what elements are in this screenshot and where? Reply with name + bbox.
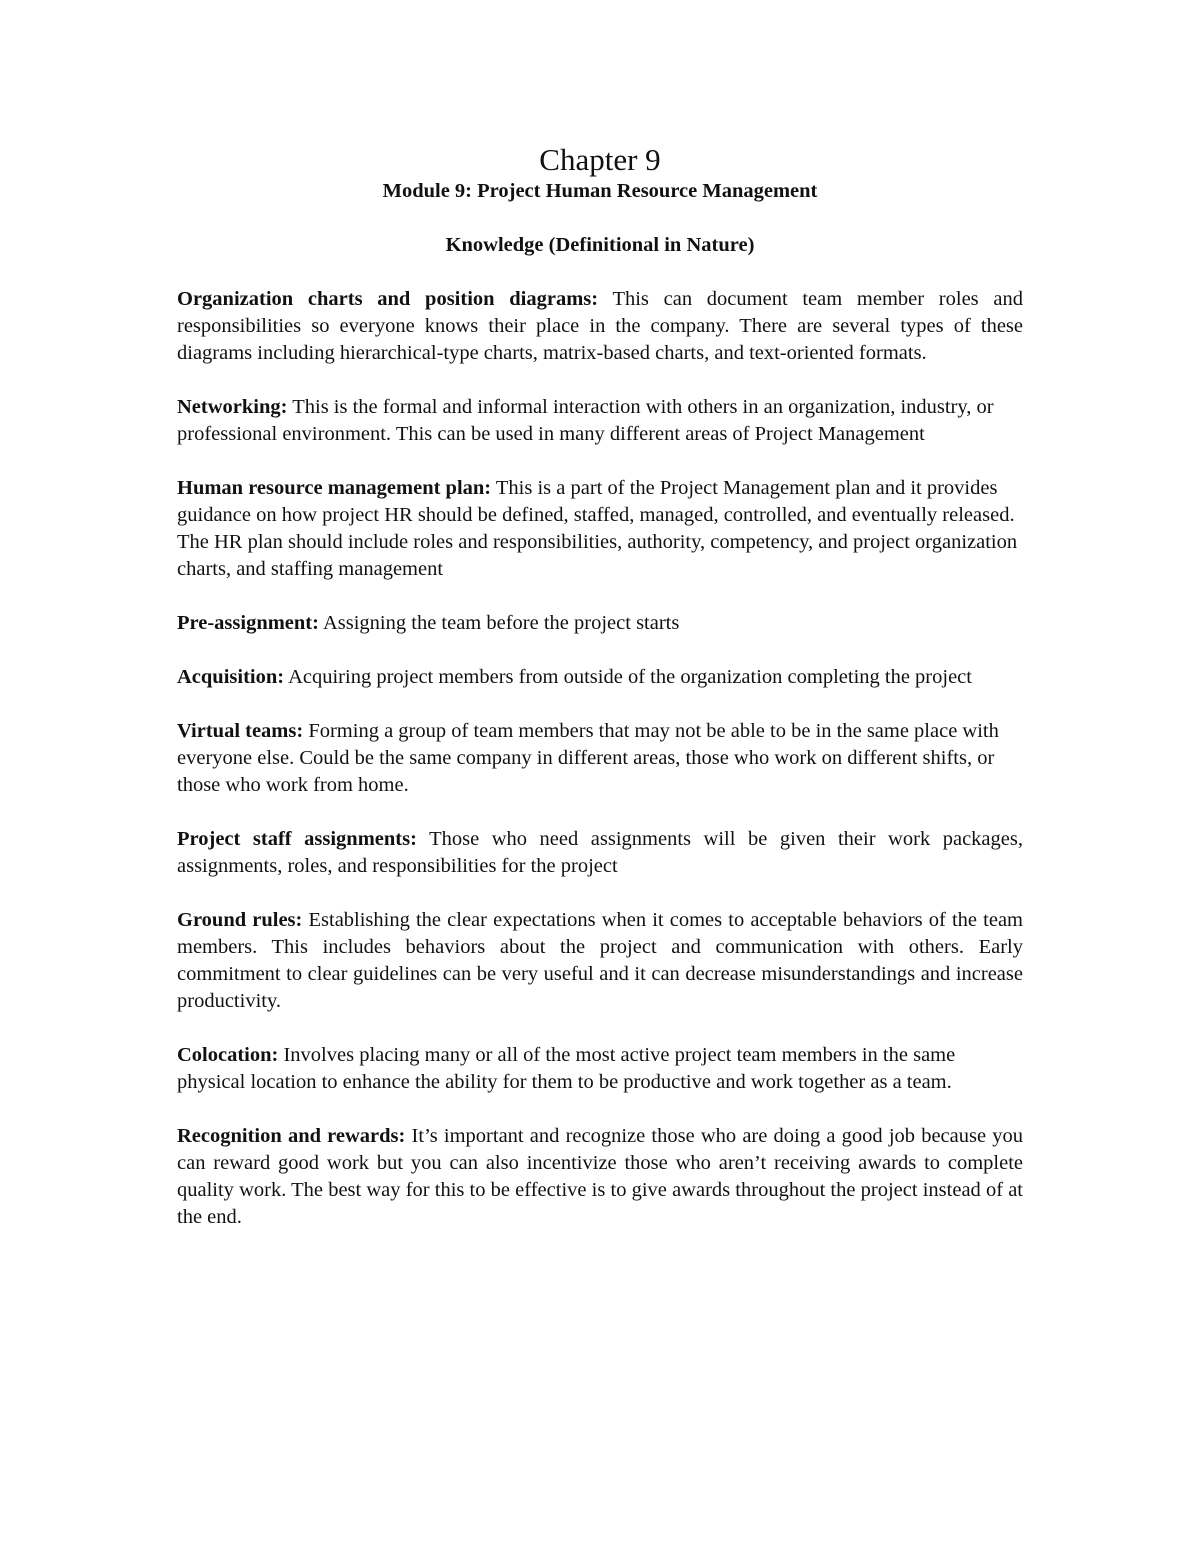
definition-term: Pre-assignment: — [177, 612, 319, 634]
definition-entry-colocation — [177, 1042, 1023, 1096]
definition-term: Virtual teams: — [177, 720, 304, 742]
section-heading: Knowledge (Definitional in Nature) — [445, 234, 755, 256]
definition-term: Project staff assignments: — [177, 828, 417, 850]
definition-text: Assigning the team before the project starts — [322, 612, 680, 634]
definition-text: This is the formal and informal interaction with others in an organization, industry, or professional environment. This can be used in many different areas of Project Management — [177, 396, 994, 445]
definition-term: Human resource management plan: — [177, 477, 492, 499]
definition-text: This can document team member roles and responsibilities so everyone knows their place in the company. There are several types of these diagrams including hierarchical-type charts, matrix-based charts, and text-oriented formats. — [177, 288, 1023, 364]
definition-text: Those who need assignments will be given their work packages, assignments, roles, and responsibilities for the project — [177, 828, 1023, 877]
definition-text: Acquiring project members from outside of the organization completing the project — [288, 666, 972, 688]
definition-entry-acquisition — [177, 664, 1023, 691]
definition-text: It’s important and recognize those who are doing a good job because you can reward good work but you can also incentivize those who aren’t receiving awards to complete quality work. The best way for this to be effective is to give awards throughout the project instead of at the end. — [177, 1125, 1024, 1228]
document-page — [177, 142, 1023, 1258]
definition-text: Forming a group of team members that may not be able to be in the same place with everyone else. Could be the same company in different areas, those who work on different shifts, or those who work from home. — [177, 720, 999, 796]
definition-term: Organization charts and position diagrams: — [177, 288, 599, 310]
chapter-title: Chapter 9 — [539, 142, 661, 177]
definition-entry-recognition-and-rewards — [177, 1123, 1023, 1231]
definition-term: Ground rules: — [177, 909, 303, 931]
definition-entry-networking — [177, 394, 1023, 448]
definition-text: Involves placing many or all of the most active project team members in the same physical location to enhance the ability for them to be productive and work together as a team. — [177, 1044, 956, 1093]
definition-text: This is a part of the Project Management plan and it provides guidance on how project HR should be defined, staffed, managed, controlled, and eventually released. The HR plan should include roles and responsibilities, authority, competency, and project organization charts, and staffing management — [177, 477, 1018, 580]
definition-entry-pre-assignment — [177, 610, 1023, 637]
definition-term: Recognition and rewards: — [177, 1125, 406, 1147]
definition-term: Colocation: — [177, 1044, 279, 1066]
definition-entry-ground-rules — [177, 907, 1023, 1015]
definition-term: Networking: — [177, 396, 288, 418]
definition-entry-virtual-teams — [177, 718, 1023, 799]
definition-term: Acquisition: — [177, 666, 285, 688]
module-title: Module 9: Project Human Resource Management — [382, 180, 818, 202]
definition-entry-hr-management-plan — [177, 475, 1023, 583]
definition-text: Establishing the clear expectations when it comes to acceptable behaviors of the team members. This includes behaviors about the project and communication with others. Early commitment to clear guidelines can be very useful and it can decrease misunderstandings and increase productivity. — [177, 909, 1024, 1012]
definition-entry-organization-charts — [177, 286, 1023, 367]
definition-entry-project-staff-assignments — [177, 826, 1023, 880]
